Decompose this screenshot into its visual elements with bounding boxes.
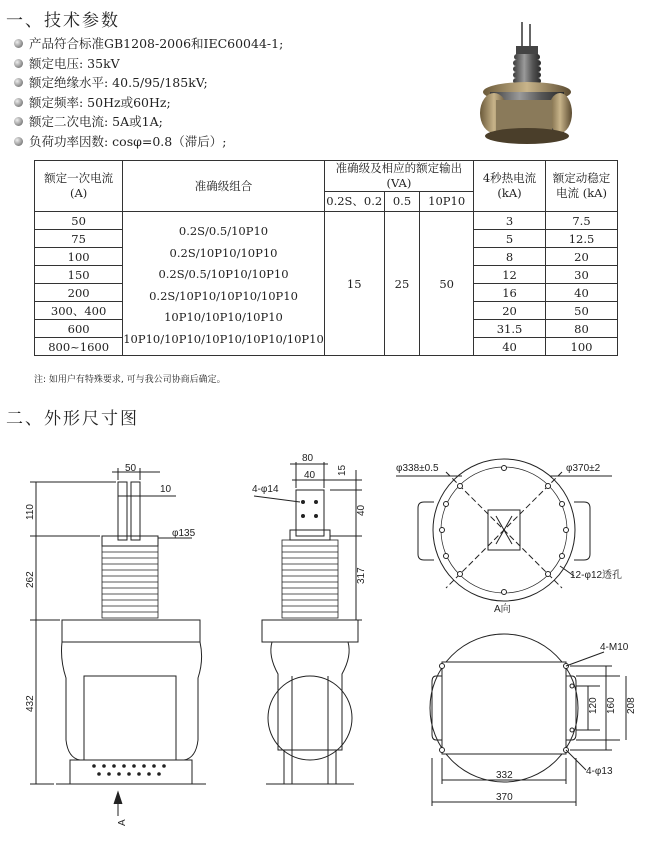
view-a-label: A向 xyxy=(494,604,511,615)
spec-item: 额定绝缘水平: 40.5/95/185kV; xyxy=(14,73,283,93)
out2-cell: 25 xyxy=(384,212,420,356)
table-row: 100 8 20 xyxy=(35,248,618,266)
spec-item: 额定二次电流: 5A或1A; xyxy=(14,112,283,132)
spec-list xyxy=(14,34,283,151)
col-dynamic: 额定动稳定 电流 (kA) xyxy=(546,161,618,212)
dim-15: 15 xyxy=(337,464,348,476)
bullet-icon xyxy=(14,117,23,126)
dim-4phi14: 4-φ14 xyxy=(252,484,279,495)
dim-10: 10 xyxy=(160,484,172,495)
table-row: 75 5 12.5 xyxy=(35,230,618,248)
table-row: 300、400 20 50 xyxy=(35,302,618,320)
col-out1: 0.2S、0.2 xyxy=(324,192,384,212)
front-view xyxy=(30,468,206,816)
spec-item: 额定频率: 50Hz或60Hz; xyxy=(14,93,283,113)
dim-80: 80 xyxy=(302,453,314,464)
col-out3: 10P10 xyxy=(420,192,474,212)
bullet-icon xyxy=(14,78,23,87)
params-table xyxy=(34,160,618,356)
dim-50: 50 xyxy=(125,463,137,474)
dim-4phi13: 4-φ13 xyxy=(586,766,613,777)
col-output-group: 准确级及相应的额定输出 (VA) xyxy=(324,161,473,192)
dimension-drawings xyxy=(0,440,651,844)
dim-40a: 40 xyxy=(304,470,316,481)
dim-phi338: φ338±0.5 xyxy=(396,463,439,474)
dim-317: 317 xyxy=(356,567,367,584)
dim-120: 120 xyxy=(588,697,599,714)
side-view xyxy=(254,462,362,784)
spec-item: 产品符合标准GB1208-2006和IEC60044-1; xyxy=(14,34,283,54)
out1-cell: 15 xyxy=(324,212,384,356)
dim-phi135: φ135 xyxy=(172,528,196,539)
col-out2: 0.5 xyxy=(384,192,420,212)
bullet-icon xyxy=(14,39,23,48)
dim-12phi12: 12-φ12透孔 xyxy=(570,570,623,581)
dim-370: 370 xyxy=(496,792,513,803)
table-row: 50 0.2S/0.5/10P10 0.2S/10P10/10P10 0.2S/0.5/10P10/10P10 0.2S/10P10/10P10/10P10 10P10/10P10/10P10 10P10/10P10/10P10/10P10/10P10 15 25 50 3 7.5 xyxy=(35,212,618,230)
bullet-icon xyxy=(14,137,23,146)
arrow-a-label: A xyxy=(117,819,128,826)
out3-cell: 50 xyxy=(420,212,474,356)
dim-4m10: 4-M10 xyxy=(600,642,629,653)
table-note: 注: 如用户有特殊要求, 可与我公司协商后确定。 xyxy=(34,375,226,385)
dim-262: 262 xyxy=(25,571,36,588)
table-row: 800~1600 40 100 xyxy=(35,338,618,356)
section-title-dimensions: 二、外形尺寸图 xyxy=(6,409,139,429)
bullet-icon xyxy=(14,98,23,107)
col-primary-current: 额定一次电流 (A) xyxy=(35,161,123,212)
dim-332: 332 xyxy=(496,770,513,781)
col-thermal: 4秒热电流 (kA) xyxy=(474,161,546,212)
dim-432: 432 xyxy=(25,695,36,712)
spec-item: 额定电压: 35kV xyxy=(14,54,283,74)
spec-item: 负荷功率因数: cosφ=0.8（滞后）; xyxy=(14,132,283,152)
dim-40b: 40 xyxy=(356,504,367,516)
col-accuracy-combo: 准确级组合 xyxy=(123,161,325,212)
bullet-icon xyxy=(14,59,23,68)
table-row: 150 12 30 xyxy=(35,266,618,284)
dim-phi370: φ370±2 xyxy=(566,463,601,474)
dim-208: 208 xyxy=(626,697,637,714)
dim-110: 110 xyxy=(25,504,36,520)
bottom-view xyxy=(430,634,626,806)
section-title-tech-params: 一、技术参数 xyxy=(6,11,120,31)
combo-cell: 0.2S/0.5/10P10 0.2S/10P10/10P10 0.2S/0.5/10P10/10P10 0.2S/10P10/10P10/10P10 10P10/10P10/10P10 10P10/10P10/10P10/10P10/10P10 xyxy=(123,212,325,356)
dim-160: 160 xyxy=(606,697,617,714)
product-photo xyxy=(472,18,590,150)
table-row: 200 16 40 xyxy=(35,284,618,302)
table-row: 600 31.5 80 xyxy=(35,320,618,338)
